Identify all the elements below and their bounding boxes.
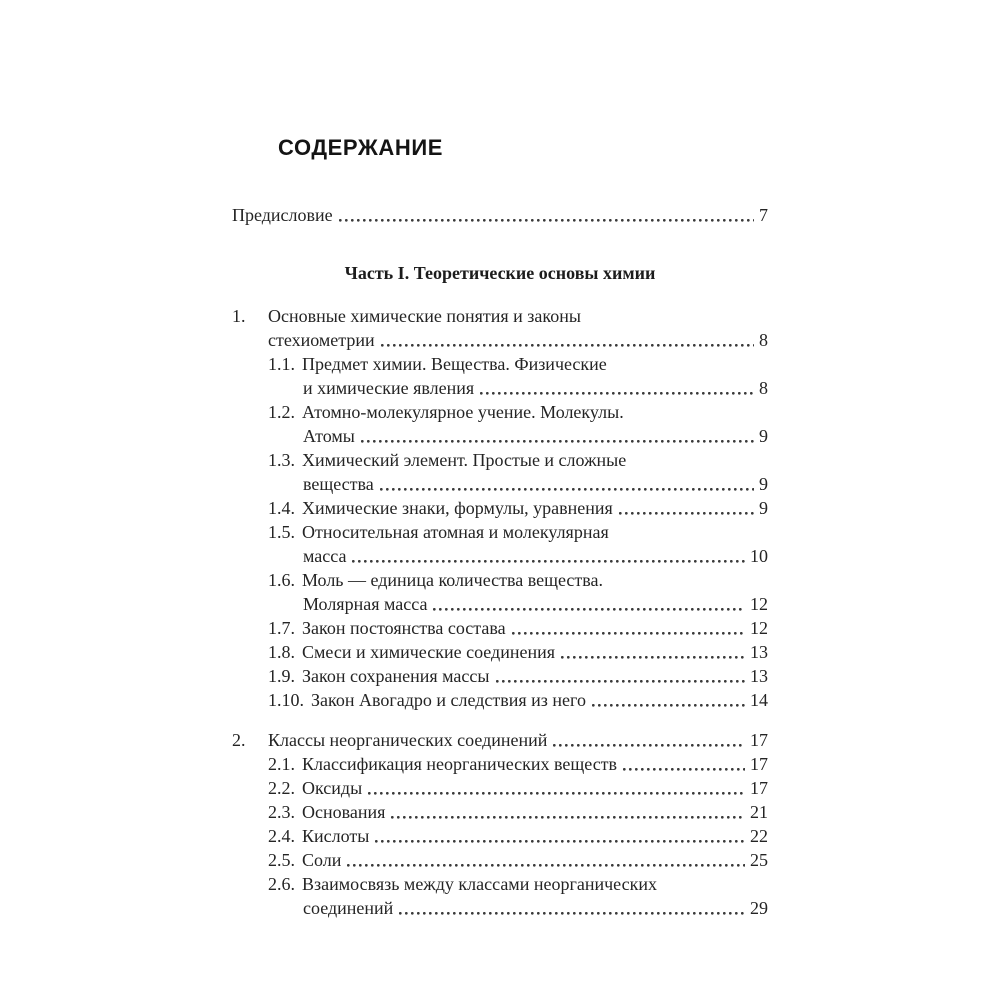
toc-entry-page: 22 bbox=[750, 826, 768, 846]
toc-entry-number: 1.2. bbox=[268, 402, 295, 422]
dot-leader bbox=[592, 688, 745, 712]
toc-entry-text: Взаимосвязь между классами неорганических bbox=[302, 874, 657, 894]
toc-entry-line bbox=[232, 640, 768, 664]
toc-entry-line bbox=[232, 592, 768, 616]
toc-entry-text: Относительная атомная и молекулярная bbox=[302, 522, 609, 542]
toc-entry-page: 12 bbox=[750, 594, 768, 614]
toc-entry-page: 17 bbox=[750, 730, 768, 750]
toc-entry-number: 2.6. bbox=[268, 874, 295, 894]
toc-entry-number: 1. bbox=[232, 306, 246, 326]
dot-leader bbox=[433, 592, 745, 616]
toc-entry-line bbox=[232, 752, 768, 776]
toc-entry-text: Соли bbox=[302, 850, 342, 870]
toc-entry-line bbox=[232, 376, 768, 400]
toc-entry-number: 2.4. bbox=[268, 826, 295, 846]
part-heading: Часть I. Теоретические основы химии bbox=[344, 263, 656, 283]
toc-entry-line bbox=[232, 848, 768, 872]
toc-entry-text: Закон сохранения массы bbox=[302, 666, 490, 686]
toc-entry-page: 13 bbox=[750, 666, 768, 686]
dot-leader bbox=[399, 896, 745, 920]
toc-entry-page: 17 bbox=[750, 778, 768, 798]
toc-entry-line bbox=[232, 448, 768, 472]
toc-content bbox=[232, 0, 768, 920]
toc-entry-text: Химические знаки, формулы, уравнения bbox=[302, 498, 613, 518]
toc-entry-text: Предмет химии. Вещества. Физические bbox=[302, 354, 607, 374]
toc-entry-line bbox=[232, 776, 768, 800]
toc-entry-page: 25 bbox=[750, 850, 768, 870]
toc-entry-text: Атомно-молекулярное учение. Молекулы. bbox=[302, 402, 624, 422]
dot-leader bbox=[553, 728, 745, 752]
toc-entry-number: 2.5. bbox=[268, 850, 295, 870]
toc-entry-text: Предисловие bbox=[232, 205, 333, 225]
toc-entry-page: 29 bbox=[750, 898, 768, 918]
toc-entry-text: и химические явления bbox=[303, 378, 475, 398]
toc-entry-number: 2.1. bbox=[268, 754, 295, 774]
dot-leader bbox=[496, 664, 746, 688]
toc-entry-page: 13 bbox=[750, 642, 768, 662]
dot-leader bbox=[339, 203, 754, 227]
toc-entry-page: 14 bbox=[750, 690, 768, 710]
dot-leader bbox=[619, 496, 754, 520]
toc-entry-number: 1.9. bbox=[268, 666, 295, 686]
toc-entry-text: Основания bbox=[302, 802, 386, 822]
toc-entry-number: 1.1. bbox=[268, 354, 295, 374]
dot-leader bbox=[375, 824, 745, 848]
toc-entry-text: Закон постоянства состава bbox=[302, 618, 506, 638]
toc-entry-number: 1.3. bbox=[268, 450, 295, 470]
toc-entry-line bbox=[232, 496, 768, 520]
toc-entry-text: масса bbox=[303, 546, 347, 566]
toc-entry-number: 1.4. bbox=[268, 498, 295, 518]
toc-entry-number: 2.2. bbox=[268, 778, 295, 798]
dot-leader bbox=[352, 544, 745, 568]
toc-entry-number: 2. bbox=[232, 730, 246, 750]
toc-entry-number: 1.7. bbox=[268, 618, 295, 638]
toc-entry-line bbox=[232, 824, 768, 848]
toc-entry-page: 9 bbox=[759, 498, 768, 518]
dot-leader bbox=[347, 848, 745, 872]
toc-entry-text: Классификация неорганических веществ bbox=[302, 754, 618, 774]
toc-entry-text: Моль — единица количества вещества. bbox=[302, 570, 604, 590]
dot-leader bbox=[381, 328, 754, 352]
toc-entry-number: 2.3. bbox=[268, 802, 295, 822]
toc-entry-number: 1.8. bbox=[268, 642, 295, 662]
toc-entry-line bbox=[232, 520, 768, 544]
page-title: СОДЕРЖАНИЕ bbox=[278, 135, 444, 160]
dot-leader bbox=[361, 424, 754, 448]
toc-entry-line bbox=[232, 304, 768, 328]
toc-entry-page: 8 bbox=[759, 330, 768, 350]
toc-entry-line bbox=[232, 328, 768, 352]
dot-leader bbox=[512, 616, 745, 640]
toc-entry-line bbox=[232, 544, 768, 568]
toc-entry-line bbox=[232, 352, 768, 376]
toc-entry-text: Оксиды bbox=[302, 778, 363, 798]
toc-entry-page: 17 bbox=[750, 754, 768, 774]
toc-entry-text: Химический элемент. Простые и сложные bbox=[302, 450, 627, 470]
toc-entry-line bbox=[232, 400, 768, 424]
toc-entry-text: вещества bbox=[303, 474, 374, 494]
dot-leader bbox=[623, 752, 745, 776]
toc-entry-line bbox=[232, 568, 768, 592]
toc-entry-text: Кислоты bbox=[302, 826, 370, 846]
toc-entry-line bbox=[232, 472, 768, 496]
dot-leader bbox=[380, 472, 754, 496]
toc-entry-page: 21 bbox=[750, 802, 768, 822]
toc-entry-number: 1.6. bbox=[268, 570, 295, 590]
toc-entry-line bbox=[232, 728, 768, 752]
toc-entry-line bbox=[232, 896, 768, 920]
toc-entry-text: Смеси и химические соединения bbox=[302, 642, 556, 662]
toc-entry-line bbox=[232, 688, 768, 712]
toc-entry-text: Атомы bbox=[303, 426, 355, 446]
toc-entry-line bbox=[232, 664, 768, 688]
toc-entry-line bbox=[232, 424, 768, 448]
toc-entry-text: Молярная масса bbox=[303, 594, 428, 614]
toc-entry-number: 1.10. bbox=[268, 690, 304, 710]
toc-entry-text: Классы неорганических соединений bbox=[268, 730, 548, 750]
toc-entry-number: 1.5. bbox=[268, 522, 295, 542]
dot-leader bbox=[480, 376, 754, 400]
toc-entry-text: стехиометрии bbox=[268, 330, 375, 350]
toc-entry-text: Закон Авогадро и следствия из него bbox=[311, 690, 586, 710]
toc-entry-page: 9 bbox=[759, 426, 768, 446]
dot-leader bbox=[561, 640, 745, 664]
toc-entry-page: 7 bbox=[759, 205, 768, 225]
toc-entry-page: 12 bbox=[750, 618, 768, 638]
toc-entry-text: соединений bbox=[303, 898, 394, 918]
toc-preface-line bbox=[232, 203, 768, 227]
toc-entry-page: 9 bbox=[759, 474, 768, 494]
dot-leader bbox=[368, 776, 745, 800]
toc-entry-line bbox=[232, 872, 768, 896]
toc-entry-line bbox=[232, 800, 768, 824]
toc-entry-page: 8 bbox=[759, 378, 768, 398]
toc-entry-line bbox=[232, 616, 768, 640]
toc-entry-text: Основные химические понятия и законы bbox=[268, 306, 581, 326]
toc-entry-page: 10 bbox=[750, 546, 768, 566]
dot-leader bbox=[391, 800, 745, 824]
